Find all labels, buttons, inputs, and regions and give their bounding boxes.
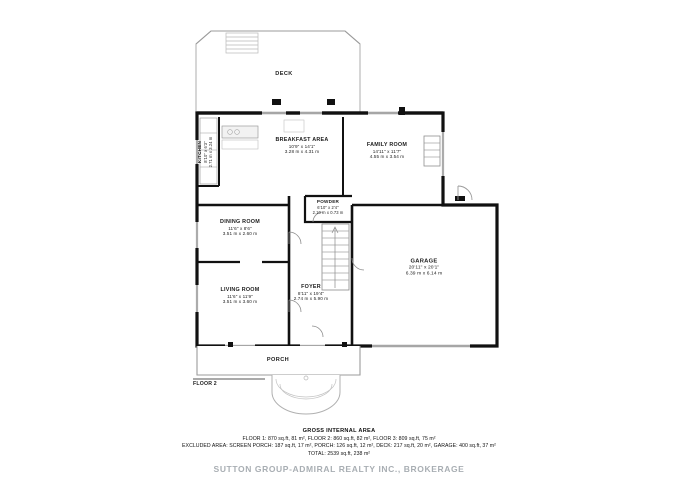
room-dim-m-living-room: 3.51 m x 3.60 m <box>222 299 258 305</box>
area-summary-title: GROSS INTERNAL AREA <box>302 428 376 434</box>
room-dim-m-family-room: 4.55 m x 3.54 m <box>369 154 405 160</box>
area-summary-line-1: FLOOR 1: 870 sq.ft, 81 m², FLOOR 2: 860 sq.ft, 82 m², FLOOR 3: 809 sq.ft, 75 m² <box>242 436 436 442</box>
brokerage-watermark: SUTTON GROUP-ADMIRAL REALTY INC., BROKERAGE <box>213 464 465 474</box>
room-name-garage: GARAGE <box>410 258 438 265</box>
room-name-living-room: LIVING ROOM <box>220 287 260 294</box>
room-dim-m-foyer: 2.74 m x 5.90 m <box>293 296 329 302</box>
room-name-powder: POWDER <box>316 199 340 205</box>
area-summary-line-3: TOTAL: 2539 sq.ft, 238 m² <box>307 450 371 457</box>
room-dim-ft-living-room: 11'6" x 11'9" <box>227 293 253 299</box>
room-dim-m-kitchen: 2.71 m x 3.24 m <box>207 136 213 168</box>
area-summary <box>0 428 678 458</box>
room-dim-ft-garage: 20'11" x 20'1" <box>408 265 440 271</box>
room-name-kitchen: KITCHEN <box>197 140 203 164</box>
room-dim-ft-powder: 6'10" x 2'4" <box>317 204 339 210</box>
room-label-porch: PORCH <box>266 357 290 363</box>
room-label-deck: DECK <box>275 71 293 77</box>
area-summary-line-2: EXCLUDED AREA: SCREEN PORCH: 187 sq.ft, 17 m², PORCH: 126 sq.ft, 12 m², DECK: 217 sq.ft, 20 m², GARAGE: 400 sq.ft, 37 m² <box>182 443 496 450</box>
room-dim-ft-family-room: 14'11" x 11'7" <box>372 148 402 154</box>
room-dim-ft-breakfast-area: 10'9" x 14'1" <box>288 143 316 149</box>
room-name-foyer: FOYER <box>301 284 321 291</box>
room-dim-ft-foyer: 8'11" x 19'4" <box>297 290 325 296</box>
room-name-family-room: FAMILY ROOM <box>366 142 408 149</box>
room-name-dining-room: DINING ROOM <box>220 219 260 226</box>
floor-tag: FLOOR 2 <box>193 381 217 387</box>
porch-area <box>197 342 360 414</box>
room-dim-ft-kitchen: 8'10" x 6'3" <box>202 141 208 163</box>
room-name-breakfast-area: BREAKFAST AREA <box>275 137 329 144</box>
room-dim-m-garage: 6.39 m x 6.14 m <box>405 271 443 277</box>
room-dim-m-dining-room: 3.51 m x 2.60 m <box>222 231 258 237</box>
room-dim-ft-dining-room: 11'6" x 8'6" <box>228 225 252 231</box>
fireplace <box>424 136 440 166</box>
room-dim-m-breakfast-area: 3.28 m x 4.31 m <box>284 149 320 155</box>
room-dim-m-powder: 2.10 m x 0.73 m <box>312 209 344 215</box>
staircase <box>322 224 349 290</box>
